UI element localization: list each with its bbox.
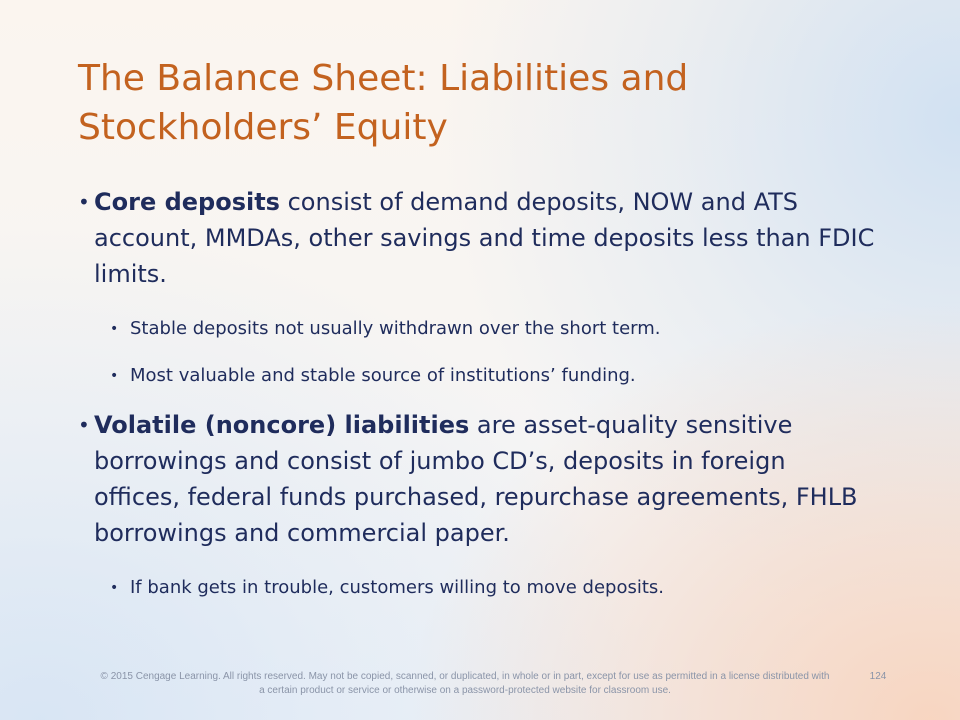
sub-bullet-text: If bank gets in trouble, customers willing to move deposits. bbox=[130, 577, 664, 598]
sub-bullet-stable bbox=[110, 316, 890, 342]
bullet-body: consist of demand deposits, NOW and ATS account, MMDAs, other savings and time deposits less than FDIC limits. bbox=[94, 188, 875, 288]
bullet-volatile-liabilities bbox=[78, 407, 878, 551]
copyright-footer: © 2015 Cengage Learning. All rights reserved. May not be copied, scanned, or duplicated, in whole or in part, except for use as permitted in a license distributed with a certain product or service or otherwise on a password-protected website for classroom use. bbox=[100, 671, 830, 696]
slide-title: The Balance Sheet: Liabilities and Stockholders’ Equity bbox=[78, 58, 689, 148]
bullet-dot: • bbox=[110, 368, 119, 384]
page-number: 124 bbox=[869, 671, 887, 682]
bullet-body: are asset-quality sensitive borrowings and consist of jumbo CD’s, deposits in foreign offices, federal funds purchased, repurchase agreements, FHLB borrowings and commercial paper. bbox=[94, 411, 858, 547]
bullet-text bbox=[94, 184, 878, 292]
bullet-core-deposits bbox=[78, 184, 878, 292]
sub-bullet-text: Stable deposits not usually withdrawn over the short term. bbox=[130, 318, 661, 339]
bullet-dot: • bbox=[78, 190, 90, 214]
bullet-text bbox=[94, 407, 878, 551]
sub-bullet-trouble bbox=[110, 575, 890, 601]
bullet-dot: • bbox=[110, 580, 119, 596]
bullet-dot: • bbox=[78, 413, 90, 437]
bullet-term: Volatile (noncore) liabilities bbox=[94, 411, 470, 439]
sub-bullet-text: Most valuable and stable source of institutions’ funding. bbox=[130, 365, 636, 386]
bullet-dot: • bbox=[110, 321, 119, 337]
sub-bullet-valuable bbox=[110, 363, 890, 389]
bullet-term: Core deposits bbox=[94, 188, 280, 216]
